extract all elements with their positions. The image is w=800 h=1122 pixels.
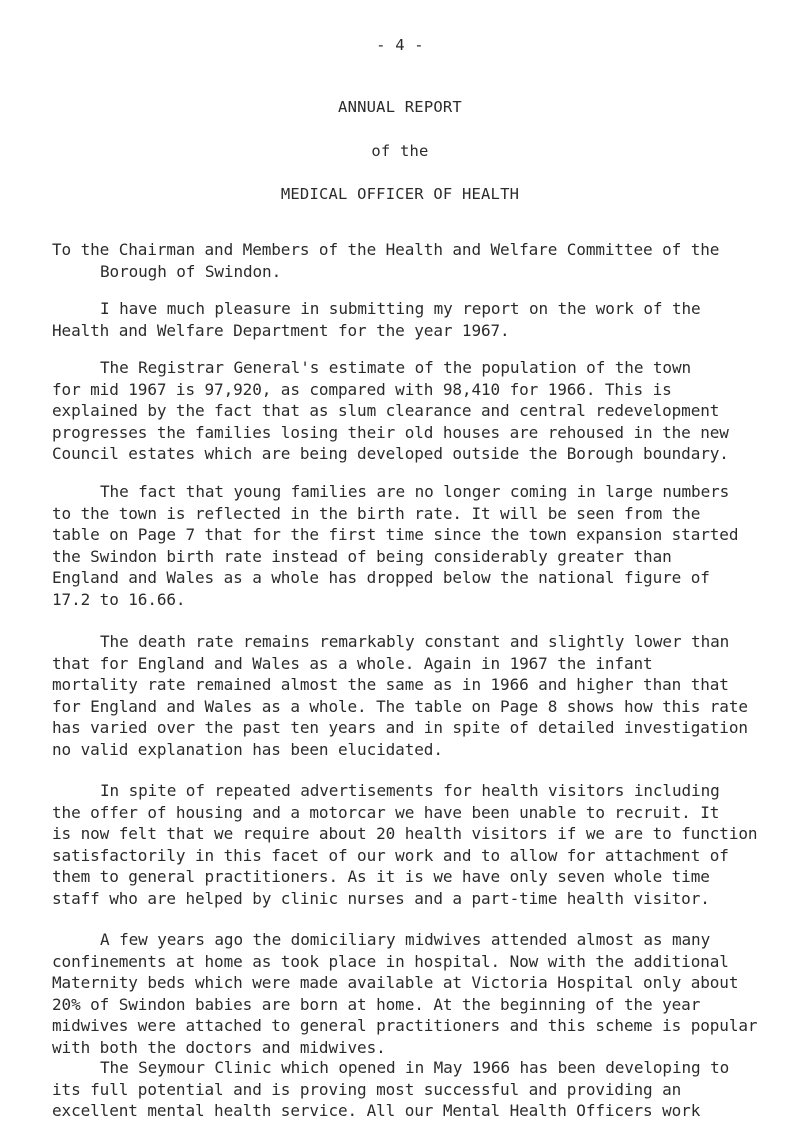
paragraph-line: The Seymour Clinic which opened in May 1966 has been developing to [100, 1058, 730, 1077]
paragraph-line: The Registrar General's estimate of the population of the town [100, 358, 692, 377]
paragraph-birth-rate [52, 481, 764, 610]
paragraph-line: A few years ago the domiciliary midwives attended almost as many [100, 930, 711, 949]
paragraph-line: midwives were attached to general practitioners and this scheme is popular [52, 1016, 758, 1035]
report-title: ANNUAL REPORT [338, 98, 462, 116]
paragraph-line: is now felt that we require about 20 health visitors if we are to function [52, 824, 758, 843]
paragraph-line: progresses the families losing their old houses are rehoused in the new [52, 422, 729, 442]
paragraph-introduction [52, 298, 764, 341]
salutation-paragraph [52, 239, 764, 282]
paragraph-line: I have much pleasure in submitting my report on the work of the [100, 299, 701, 318]
paragraph-line: has varied over the past ten years and in spite of detailed investigation [52, 718, 748, 737]
paragraph-line: The fact that young families are no longer coming in large numbers [100, 482, 730, 501]
paragraph-line: Council estates which are being developed outside the Borough boundary. [52, 444, 729, 463]
paragraph-line: explained by the fact that as slum clearance and central redevelopment [52, 401, 720, 420]
paragraph-line: the Swindon birth rate instead of being considerably greater than [52, 546, 672, 566]
paragraph-line: with both the doctors and midwives. [52, 1037, 386, 1057]
paragraph-line: the offer of housing and a motorcar we have been unable to recruit. It [52, 802, 720, 822]
paragraph-death-rate [52, 631, 764, 760]
paragraph-line: its full potential and is proving most successful and providing an [52, 1079, 682, 1099]
paragraph-line: Borough of Swindon. [100, 261, 282, 281]
paragraph-line: staff who are helped by clinic nurses and a part-time health visitor. [52, 888, 710, 908]
paragraph-line: To the Chairman and Members of the Health and Welfare Committee of the [52, 240, 720, 259]
paragraph-line: table on Page 7 that for the first time since the town expansion started [52, 525, 739, 544]
paragraph-line: confinements at home as took place in hospital. Now with the additional [52, 951, 729, 971]
paragraph-seymour-clinic [52, 1057, 764, 1122]
paragraph-health-visitors [52, 780, 764, 909]
paragraph-line: to the town is reflected in the birth rate. It will be seen from the [52, 503, 701, 523]
paragraph-line: 17.2 to 16.66. [52, 589, 186, 609]
paragraph-line: 20% of Swindon babies are born at home. At the beginning of the year [52, 994, 701, 1014]
paragraph-line: England and Wales as a whole has dropped below the national figure of [52, 568, 710, 587]
paragraph-line: mortality rate remained almost the same as in 1966 and higher than that [52, 675, 729, 694]
paragraph-line: that for England and Wales as a whole. Again in 1967 the infant [52, 653, 653, 673]
paragraph-line: no valid explanation has been elucidated. [52, 739, 443, 759]
page-number: - 4 - [376, 36, 424, 54]
paragraph-line: for England and Wales as a whole. The table on Page 8 shows how this rate [52, 696, 748, 716]
paragraph-line: them to general practitioners. As it is we have only seven whole time [52, 867, 710, 886]
paragraph-line: Maternity beds which were made available at Victoria Hospital only about [52, 973, 739, 992]
paragraph-line: The death rate remains remarkably constant and slightly lower than [100, 632, 730, 651]
paragraph-midwives [52, 929, 764, 1058]
paragraph-line: In spite of repeated advertisements for health visitors including [100, 781, 720, 800]
report-title-subject: MEDICAL OFFICER OF HEALTH [280, 185, 520, 203]
report-title-connector: of the [371, 142, 429, 160]
paragraph-line: for mid 1967 is 97,920, as compared with 98,410 for 1966. This is [52, 379, 672, 399]
paragraph-line: excellent mental health service. All our Mental Health Officers work [52, 1101, 701, 1120]
paragraph-population [52, 357, 764, 465]
paragraph-line: Health and Welfare Department for the year 1967. [52, 320, 510, 340]
paragraph-line: satisfactorily in this facet of our work and to allow for attachment of [52, 845, 729, 865]
